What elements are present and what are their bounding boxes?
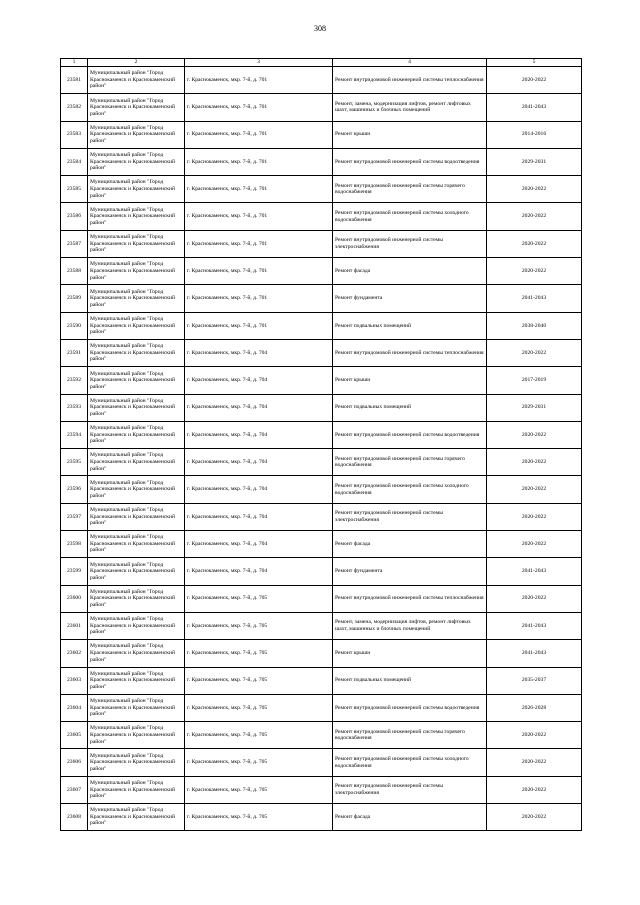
work-type-cell: Ремонт внутридомовой инженерной системы холодного водоснабжения bbox=[333, 203, 487, 230]
work-type-cell: Ремонт внутридомовой инженерной системы холодного водоснабжения bbox=[333, 476, 487, 503]
address-cell: г. Краснокаменск, мкр. 7-й, д. 701 bbox=[185, 121, 333, 148]
header-col-3: 3 bbox=[185, 59, 333, 67]
address-cell: г. Краснокаменск, мкр. 7-й, д. 705 bbox=[185, 694, 333, 721]
address-cell: г. Краснокаменск, мкр. 7-й, д. 701 bbox=[185, 285, 333, 312]
work-type-cell: Ремонт внутридомовой инженерной системы горячего водоснабжения bbox=[333, 722, 487, 749]
table-row bbox=[61, 367, 582, 394]
period-cell: 2020-2022 bbox=[487, 776, 582, 803]
period-cell: 2020-2022 bbox=[487, 476, 582, 503]
work-type-cell: Ремонт крыши bbox=[333, 121, 487, 148]
repair-schedule-table bbox=[60, 58, 582, 831]
address-cell: г. Краснокаменск, мкр. 7-й, д. 701 bbox=[185, 258, 333, 285]
table-row bbox=[61, 121, 582, 148]
address-cell: г. Краснокаменск, мкр. 7-й, д. 704 bbox=[185, 476, 333, 503]
work-type-cell: Ремонт фасада bbox=[333, 531, 487, 558]
table-row bbox=[61, 312, 582, 339]
period-cell: 2020-2022 bbox=[487, 258, 582, 285]
row-number: 23601 bbox=[61, 612, 88, 639]
table-row bbox=[61, 694, 582, 721]
period-cell: 2041-2043 bbox=[487, 640, 582, 667]
municipality-cell: Муниципальный район "Город Краснокаменск и Краснокаменский район" bbox=[88, 176, 185, 203]
municipality-cell: Муниципальный район "Город Краснокаменск и Краснокаменский район" bbox=[88, 640, 185, 667]
municipality-cell: Муниципальный район "Город Краснокаменск и Краснокаменский район" bbox=[88, 776, 185, 803]
municipality-cell: Муниципальный район "Город Краснокаменск и Краснокаменский район" bbox=[88, 230, 185, 257]
address-cell: г. Краснокаменск, мкр. 7-й, д. 704 bbox=[185, 503, 333, 530]
period-cell: 2041-2043 bbox=[487, 285, 582, 312]
work-type-cell: Ремонт крыши bbox=[333, 640, 487, 667]
address-cell: г. Краснокаменск, мкр. 7-й, д. 705 bbox=[185, 722, 333, 749]
row-number: 23608 bbox=[61, 804, 88, 831]
municipality-cell: Муниципальный район "Город Краснокаменск и Краснокаменский район" bbox=[88, 339, 185, 366]
work-type-cell: Ремонт внутридомовой инженерной системы водоотведения bbox=[333, 148, 487, 175]
row-number: 23598 bbox=[61, 531, 88, 558]
period-cell: 2020-2022 bbox=[487, 230, 582, 257]
period-cell: 2020-2022 bbox=[487, 585, 582, 612]
table-row bbox=[61, 203, 582, 230]
row-number: 23588 bbox=[61, 258, 88, 285]
address-cell: г. Краснокаменск, мкр. 7-й, д. 701 bbox=[185, 67, 333, 94]
header-col-5: 5 bbox=[487, 59, 582, 67]
municipality-cell: Муниципальный район "Город Краснокаменск и Краснокаменский район" bbox=[88, 394, 185, 421]
row-number: 23607 bbox=[61, 776, 88, 803]
work-type-cell: Ремонт подвальных помещений bbox=[333, 312, 487, 339]
municipality-cell: Муниципальный район "Город Краснокаменск и Краснокаменский район" bbox=[88, 558, 185, 585]
address-cell: г. Краснокаменск, мкр. 7-й, д. 701 bbox=[185, 230, 333, 257]
address-cell: г. Краснокаменск, мкр. 7-й, д. 701 bbox=[185, 148, 333, 175]
period-cell: 2041-2043 bbox=[487, 558, 582, 585]
work-type-cell: Ремонт подвальных помещений bbox=[333, 394, 487, 421]
municipality-cell: Муниципальный район "Город Краснокаменск и Краснокаменский район" bbox=[88, 285, 185, 312]
work-type-cell: Ремонт фасада bbox=[333, 258, 487, 285]
table-row bbox=[61, 612, 582, 639]
table-row bbox=[61, 449, 582, 476]
period-cell: 2020-2022 bbox=[487, 203, 582, 230]
municipality-cell: Муниципальный район "Город Краснокаменск и Краснокаменский район" bbox=[88, 749, 185, 776]
table-row bbox=[61, 503, 582, 530]
address-cell: г. Краснокаменск, мкр. 7-й, д. 704 bbox=[185, 394, 333, 421]
municipality-cell: Муниципальный район "Город Краснокаменск и Краснокаменский район" bbox=[88, 94, 185, 121]
work-type-cell: Ремонт внутридомовой инженерной системы водоотведения bbox=[333, 694, 487, 721]
address-cell: г. Краснокаменск, мкр. 7-й, д. 704 bbox=[185, 421, 333, 448]
municipality-cell: Муниципальный район "Город Краснокаменск и Краснокаменский район" bbox=[88, 612, 185, 639]
period-cell: 2020-2022 bbox=[487, 449, 582, 476]
work-type-cell: Ремонт внутридомовой инженерной системы водоотведения bbox=[333, 421, 487, 448]
address-cell: г. Краснокаменск, мкр. 7-й, д. 704 bbox=[185, 558, 333, 585]
row-number: 23594 bbox=[61, 421, 88, 448]
period-cell: 2038-2040 bbox=[487, 312, 582, 339]
municipality-cell: Муниципальный район "Город Краснокаменск и Краснокаменский район" bbox=[88, 667, 185, 694]
period-cell: 2041-2043 bbox=[487, 612, 582, 639]
row-number: 23606 bbox=[61, 749, 88, 776]
work-type-cell: Ремонт внутридомовой инженерной системы горячего водоснабжения bbox=[333, 176, 487, 203]
row-number: 23592 bbox=[61, 367, 88, 394]
table-row bbox=[61, 640, 582, 667]
period-cell: 2014-2016 bbox=[487, 121, 582, 148]
work-type-cell: Ремонт внутридомовой инженерной системы теплоснабжения bbox=[333, 585, 487, 612]
table-row bbox=[61, 776, 582, 803]
work-type-cell: Ремонт фундамента bbox=[333, 558, 487, 585]
table-body bbox=[61, 67, 582, 831]
row-number: 23581 bbox=[61, 67, 88, 94]
municipality-cell: Муниципальный район "Город Краснокаменск и Краснокаменский район" bbox=[88, 503, 185, 530]
period-cell: 2020-2022 bbox=[487, 804, 582, 831]
municipality-cell: Муниципальный район "Город Краснокаменск и Краснокаменский район" bbox=[88, 312, 185, 339]
row-number: 23593 bbox=[61, 394, 88, 421]
row-number: 23590 bbox=[61, 312, 88, 339]
table-row bbox=[61, 285, 582, 312]
header-col-2: 2 bbox=[88, 59, 185, 67]
period-cell: 2029-2031 bbox=[487, 394, 582, 421]
period-cell: 2020-2022 bbox=[487, 503, 582, 530]
municipality-cell: Муниципальный район "Город Краснокаменск и Краснокаменский район" bbox=[88, 531, 185, 558]
table-row bbox=[61, 585, 582, 612]
address-cell: г. Краснокаменск, мкр. 7-й, д. 705 bbox=[185, 585, 333, 612]
address-cell: г. Краснокаменск, мкр. 7-й, д. 704 bbox=[185, 531, 333, 558]
row-number: 23604 bbox=[61, 694, 88, 721]
table-row bbox=[61, 67, 582, 94]
row-number: 23584 bbox=[61, 148, 88, 175]
municipality-cell: Муниципальный район "Город Краснокаменск и Краснокаменский район" bbox=[88, 367, 185, 394]
municipality-cell: Муниципальный район "Город Краснокаменск и Краснокаменский район" bbox=[88, 258, 185, 285]
period-cell: 2035-2037 bbox=[487, 667, 582, 694]
address-cell: г. Краснокаменск, мкр. 7-й, д. 701 bbox=[185, 176, 333, 203]
row-number: 23602 bbox=[61, 640, 88, 667]
table-row bbox=[61, 421, 582, 448]
table-row bbox=[61, 667, 582, 694]
municipality-cell: Муниципальный район "Город Краснокаменск и Краснокаменский район" bbox=[88, 804, 185, 831]
table-row bbox=[61, 339, 582, 366]
row-number: 23591 bbox=[61, 339, 88, 366]
municipality-cell: Муниципальный район "Город Краснокаменск и Краснокаменский район" bbox=[88, 476, 185, 503]
table-row bbox=[61, 148, 582, 175]
table-row bbox=[61, 804, 582, 831]
row-number: 23599 bbox=[61, 558, 88, 585]
address-cell: г. Краснокаменск, мкр. 7-й, д. 705 bbox=[185, 612, 333, 639]
row-number: 23605 bbox=[61, 722, 88, 749]
header-row bbox=[61, 59, 582, 67]
table-row bbox=[61, 394, 582, 421]
period-cell: 2020-2022 bbox=[487, 339, 582, 366]
row-number: 23596 bbox=[61, 476, 88, 503]
table-row bbox=[61, 230, 582, 257]
work-type-cell: Ремонт фундамента bbox=[333, 285, 487, 312]
municipality-cell: Муниципальный район "Город Краснокаменск и Краснокаменский район" bbox=[88, 722, 185, 749]
work-type-cell: Ремонт, замена, модернизация лифтов, ремонт лифтовых шахт, машинных и блочных помещений bbox=[333, 94, 487, 121]
row-number: 23587 bbox=[61, 230, 88, 257]
work-type-cell: Ремонт фасада bbox=[333, 804, 487, 831]
period-cell: 2020-2022 bbox=[487, 722, 582, 749]
address-cell: г. Краснокаменск, мкр. 7-й, д. 701 bbox=[185, 203, 333, 230]
table-row bbox=[61, 94, 582, 121]
table-row bbox=[61, 476, 582, 503]
address-cell: г. Краснокаменск, мкр. 7-й, д. 705 bbox=[185, 776, 333, 803]
municipality-cell: Муниципальный район "Город Краснокаменск и Краснокаменский район" bbox=[88, 203, 185, 230]
row-number: 23600 bbox=[61, 585, 88, 612]
table-row bbox=[61, 722, 582, 749]
work-type-cell: Ремонт крыши bbox=[333, 367, 487, 394]
address-cell: г. Краснокаменск, мкр. 7-й, д. 705 bbox=[185, 804, 333, 831]
municipality-cell: Муниципальный район "Город Краснокаменск и Краснокаменский район" bbox=[88, 121, 185, 148]
period-cell: 2020-2022 bbox=[487, 176, 582, 203]
work-type-cell: Ремонт внутридомовой инженерной системы электроснабжения bbox=[333, 230, 487, 257]
table-header bbox=[61, 59, 582, 67]
header-col-4: 4 bbox=[333, 59, 487, 67]
table-row bbox=[61, 531, 582, 558]
row-number: 23589 bbox=[61, 285, 88, 312]
period-cell: 2041-2043 bbox=[487, 94, 582, 121]
period-cell: 2026-2028 bbox=[487, 694, 582, 721]
address-cell: г. Краснокаменск, мкр. 7-й, д. 701 bbox=[185, 312, 333, 339]
table-row bbox=[61, 258, 582, 285]
page-number: 308 bbox=[314, 24, 326, 33]
work-type-cell: Ремонт подвальных помещений bbox=[333, 667, 487, 694]
table-row bbox=[61, 749, 582, 776]
work-type-cell: Ремонт внутридомовой инженерной системы электроснабжения bbox=[333, 503, 487, 530]
header-col-1: 1 bbox=[61, 59, 88, 67]
period-cell: 2020-2022 bbox=[487, 421, 582, 448]
address-cell: г. Краснокаменск, мкр. 7-й, д. 704 bbox=[185, 339, 333, 366]
work-type-cell: Ремонт внутридомовой инженерной системы теплоснабжения bbox=[333, 67, 487, 94]
work-type-cell: Ремонт, замена, модернизация лифтов, ремонт лифтовых шахт, машинных и блочных помещений bbox=[333, 612, 487, 639]
work-type-cell: Ремонт внутридомовой инженерной системы электроснабжения bbox=[333, 776, 487, 803]
address-cell: г. Краснокаменск, мкр. 7-й, д. 705 bbox=[185, 667, 333, 694]
row-number: 23582 bbox=[61, 94, 88, 121]
table-row bbox=[61, 176, 582, 203]
municipality-cell: Муниципальный район "Город Краснокаменск и Краснокаменский район" bbox=[88, 449, 185, 476]
row-number: 23595 bbox=[61, 449, 88, 476]
address-cell: г. Краснокаменск, мкр. 7-й, д. 705 bbox=[185, 640, 333, 667]
row-number: 23603 bbox=[61, 667, 88, 694]
municipality-cell: Муниципальный район "Город Краснокаменск и Краснокаменский район" bbox=[88, 585, 185, 612]
table-row bbox=[61, 558, 582, 585]
row-number: 23597 bbox=[61, 503, 88, 530]
work-type-cell: Ремонт внутридомовой инженерной системы теплоснабжения bbox=[333, 339, 487, 366]
municipality-cell: Муниципальный район "Город Краснокаменск и Краснокаменский район" bbox=[88, 694, 185, 721]
work-type-cell: Ремонт внутридомовой инженерной системы холодного водоснабжения bbox=[333, 749, 487, 776]
address-cell: г. Краснокаменск, мкр. 7-й, д. 701 bbox=[185, 94, 333, 121]
row-number: 23585 bbox=[61, 176, 88, 203]
municipality-cell: Муниципальный район "Город Краснокаменск и Краснокаменский район" bbox=[88, 148, 185, 175]
period-cell: 2029-2031 bbox=[487, 148, 582, 175]
row-number: 23586 bbox=[61, 203, 88, 230]
address-cell: г. Краснокаменск, мкр. 7-й, д. 705 bbox=[185, 749, 333, 776]
period-cell: 2020-2022 bbox=[487, 67, 582, 94]
address-cell: г. Краснокаменск, мкр. 7-й, д. 704 bbox=[185, 367, 333, 394]
period-cell: 2017-2019 bbox=[487, 367, 582, 394]
municipality-cell: Муниципальный район "Город Краснокаменск и Краснокаменский район" bbox=[88, 421, 185, 448]
row-number: 23583 bbox=[61, 121, 88, 148]
period-cell: 2020-2022 bbox=[487, 531, 582, 558]
work-type-cell: Ремонт внутридомовой инженерной системы горячего водоснабжения bbox=[333, 449, 487, 476]
municipality-cell: Муниципальный район "Город Краснокаменск и Краснокаменский район" bbox=[88, 67, 185, 94]
period-cell: 2020-2022 bbox=[487, 749, 582, 776]
address-cell: г. Краснокаменск, мкр. 7-й, д. 704 bbox=[185, 449, 333, 476]
